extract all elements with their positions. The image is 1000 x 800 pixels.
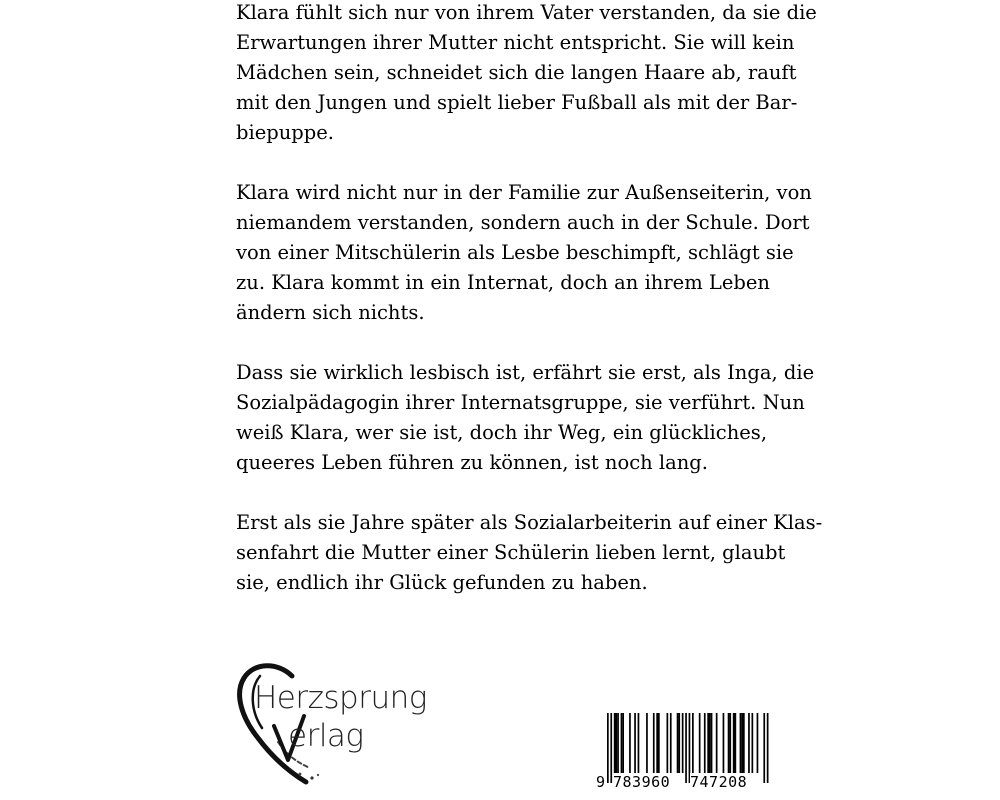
barcode-bar [767, 713, 769, 783]
barcode-bar [723, 713, 725, 773]
blurb-line: zu. Klara kommt in ein Internat, doch an ihrem Leben [236, 271, 770, 294]
blurb-line: Sozialpädagogin ihrer Internatsgruppe, sie verführt. Nun [236, 391, 805, 414]
barcode-bar [617, 713, 619, 773]
barcode-bar [670, 713, 672, 773]
barcode-bar [667, 713, 669, 773]
barcode-right-digits: 747208 [690, 773, 748, 791]
barcode-bar [610, 713, 612, 783]
barcode-bar [735, 713, 737, 773]
barcode-bar [658, 713, 660, 773]
publisher-name-line1: Herzsprung [254, 680, 427, 716]
barcode-bar [757, 713, 759, 773]
barcode-bar [653, 713, 655, 773]
blurb-line: Klara wird nicht nur in der Familie zur Außenseiterin, von [236, 181, 812, 204]
blurb-paragraph-2 [236, 178, 812, 328]
blurb-line: biepuppe. [236, 121, 335, 144]
barcode-bar [692, 713, 694, 773]
barcode-bar [733, 713, 735, 773]
blurb-line: Mädchen sein, schneidet sich die langen Haare ab, rauft [236, 61, 797, 84]
barcode-bar [709, 713, 711, 773]
barcode-bar [656, 713, 658, 773]
barcode-bar [629, 713, 631, 773]
blurb-paragraph-1 [236, 0, 817, 148]
barcode-bar [616, 713, 618, 773]
barcode-left-digits: 783960 [613, 773, 671, 791]
blurb-line: Klara fühlt sich nur von ihrem Vater verstanden, da sie die [236, 1, 817, 24]
blurb-paragraph-3 [236, 358, 815, 478]
barcode-bar [677, 713, 679, 773]
barcode-bar [682, 713, 684, 773]
blurb-line: sie, endlich ihr Glück gefunden zu haben. [236, 571, 648, 594]
barcode-bar [607, 713, 609, 783]
blurb-line: senfahrt die Mutter einer Schülerin lieben lernt, glaubt [236, 541, 786, 564]
barcode-bar [614, 713, 616, 773]
barcode-first-digit: 9 [596, 773, 606, 791]
barcode-bar [741, 713, 743, 773]
barcode-bar [704, 713, 706, 773]
blurb-text [236, 0, 823, 628]
isbn-barcode [596, 713, 774, 793]
blurb-paragraph-4 [236, 508, 823, 598]
barcode-bar [763, 713, 765, 783]
blurb-line: Erst als sie Jahre später als Sozialarbeiterin auf einer Klas- [236, 511, 823, 534]
blurb-line: von einer Mitschülerin als Lesbe beschimpft, schlägt sie [236, 241, 794, 264]
blurb-line: weiß Klara, wer sie ist, doch ihr Weg, ein glückliches, [236, 421, 768, 444]
barcode-bar [699, 713, 701, 773]
barcode-bar [729, 713, 731, 773]
barcode-bar [634, 713, 636, 773]
barcode-bar [638, 713, 640, 773]
barcode-bar [685, 713, 687, 783]
barcode-bar [678, 713, 680, 773]
barcode-bar [707, 713, 709, 773]
barcode-bar [740, 713, 742, 773]
blurb-line: mit den Jungen und spielt lieber Fußball als mit der Bar- [236, 91, 798, 114]
blurb-line: queeres Leben führen zu können, ist noch lang. [236, 451, 708, 474]
publisher-name-line2: erlag [288, 718, 364, 754]
barcode-bar [748, 713, 750, 773]
barcode-bar [728, 713, 730, 773]
barcode-bar [711, 713, 713, 773]
barcode-bar [752, 713, 754, 773]
publisher-logo [230, 658, 427, 788]
barcode-bar [716, 713, 718, 773]
barcode-bar [743, 713, 745, 773]
barcode-bar [622, 713, 624, 773]
blurb-line: Dass sie wirklich lesbisch ist, erfährt sie erst, als Inga, die [236, 361, 815, 384]
blurb-line: Erwartungen ihrer Mutter nicht entspricht. Sie will kein [236, 31, 795, 54]
blurb-line: ändern sich nichts. [236, 301, 425, 324]
barcode-bar [621, 713, 623, 773]
barcode-bar [646, 713, 648, 773]
blurb-line: niemandem verstanden, sondern auch in der Schule. Dort [236, 211, 810, 234]
